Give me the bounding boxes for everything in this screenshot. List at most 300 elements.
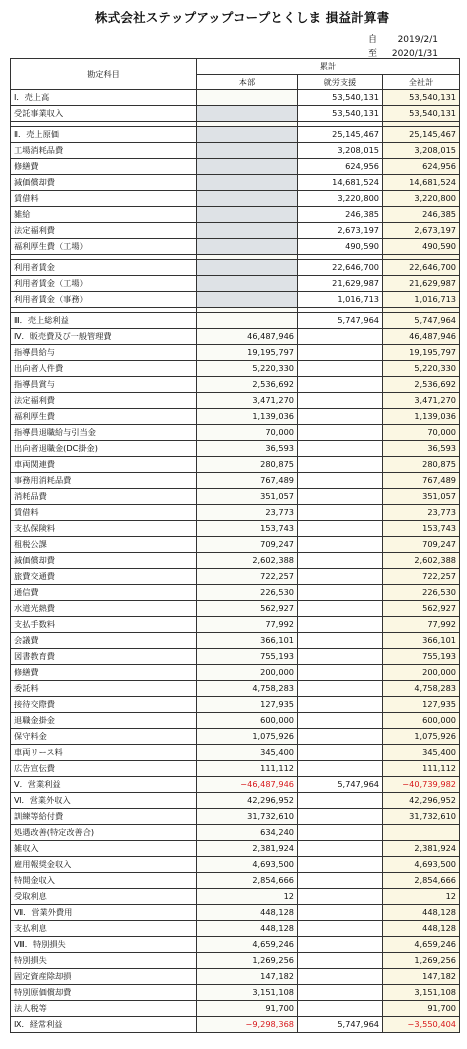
- total-value: 200,000: [383, 665, 460, 681]
- support-value: [298, 345, 383, 361]
- account-name: Ⅵ．営業外収入: [11, 793, 197, 809]
- support-value: [298, 889, 383, 905]
- account-name: 修繕費: [11, 159, 197, 175]
- table-row: [11, 345, 460, 361]
- support-value: [298, 505, 383, 521]
- account-name: 処遇改善(特定改善合): [11, 825, 197, 841]
- section-row: [11, 90, 460, 106]
- account-name: 法人税等: [11, 1001, 197, 1017]
- table-row: [11, 223, 460, 239]
- total-value: 19,195,797: [383, 345, 460, 361]
- table-row: [11, 521, 460, 537]
- total-value: 70,000: [383, 425, 460, 441]
- support-value: [298, 697, 383, 713]
- section-row: [11, 777, 460, 793]
- account-name: 工場消耗品費: [11, 143, 197, 159]
- total-value: 14,681,524: [383, 175, 460, 191]
- table-row: [11, 857, 460, 873]
- table-row: [11, 175, 460, 191]
- table-row: [11, 537, 460, 553]
- support-value: [298, 665, 383, 681]
- table-row: [11, 361, 460, 377]
- total-value: 5,220,330: [383, 361, 460, 377]
- table-row: [11, 601, 460, 617]
- account-name: 図書教育費: [11, 649, 197, 665]
- hq-value: [197, 90, 298, 106]
- support-value: 25,145,467: [298, 127, 383, 143]
- support-value: 1,016,713: [298, 292, 383, 308]
- account-name: Ⅱ．売上原価: [11, 127, 197, 143]
- total-value: 2,673,197: [383, 223, 460, 239]
- section-row: [11, 905, 460, 921]
- header-hq: 本部: [197, 74, 298, 90]
- account-name: 法定福利費: [11, 223, 197, 239]
- hq-value: [197, 159, 298, 175]
- support-value: [298, 985, 383, 1001]
- support-value: [298, 489, 383, 505]
- support-value: 3,208,015: [298, 143, 383, 159]
- hq-value: 562,927: [197, 601, 298, 617]
- hq-value: 4,758,283: [197, 681, 298, 697]
- support-value: 53,540,131: [298, 90, 383, 106]
- table-row: [11, 585, 460, 601]
- header-support: 就労支援: [298, 74, 383, 90]
- hq-value: 600,000: [197, 713, 298, 729]
- support-value: [298, 1001, 383, 1017]
- support-value: [298, 649, 383, 665]
- total-value: 25,145,467: [383, 127, 460, 143]
- hq-value: 4,693,500: [197, 857, 298, 873]
- support-value: [298, 361, 383, 377]
- table-row: [11, 207, 460, 223]
- hq-value: 12: [197, 889, 298, 905]
- account-name: 固定資産除却損: [11, 969, 197, 985]
- hq-value: 19,195,797: [197, 345, 298, 361]
- total-value: 1,075,926: [383, 729, 460, 745]
- support-value: 5,747,964: [298, 777, 383, 793]
- table-row: [11, 633, 460, 649]
- account-name: 賃借料: [11, 191, 197, 207]
- table-row: [11, 553, 460, 569]
- total-value: 2,536,692: [383, 377, 460, 393]
- hq-value: [197, 106, 298, 122]
- section-row: [11, 329, 460, 345]
- support-value: [298, 761, 383, 777]
- support-value: [298, 473, 383, 489]
- hq-value: 46,487,946: [197, 329, 298, 345]
- hq-value: 31,732,610: [197, 809, 298, 825]
- hq-value: 3,471,270: [197, 393, 298, 409]
- total-value: 1,269,256: [383, 953, 460, 969]
- total-value: 153,743: [383, 521, 460, 537]
- table-row: [11, 985, 460, 1001]
- support-value: 246,385: [298, 207, 383, 223]
- support-value: [298, 553, 383, 569]
- total-value: 4,659,246: [383, 937, 460, 953]
- support-value: [298, 617, 383, 633]
- table-row: [11, 260, 460, 276]
- support-value: [298, 969, 383, 985]
- hq-value: 2,854,666: [197, 873, 298, 889]
- table-row: [11, 239, 460, 255]
- account-name: 雇用報奨金収入: [11, 857, 197, 873]
- section-row: [11, 127, 460, 143]
- support-value: [298, 329, 383, 345]
- support-value: [298, 793, 383, 809]
- support-value: 21,629,987: [298, 276, 383, 292]
- total-value: 4,693,500: [383, 857, 460, 873]
- total-value: 111,112: [383, 761, 460, 777]
- table-row: [11, 377, 460, 393]
- hq-value: 2,602,388: [197, 553, 298, 569]
- hq-value: 722,257: [197, 569, 298, 585]
- table-row: [11, 569, 460, 585]
- hq-value: 709,247: [197, 537, 298, 553]
- account-name: 消耗品費: [11, 489, 197, 505]
- account-name: 旅費交通費: [11, 569, 197, 585]
- account-name: 出向者退職金(DC掛金): [11, 441, 197, 457]
- table-row: [11, 745, 460, 761]
- total-value: 366,101: [383, 633, 460, 649]
- total-value: 600,000: [383, 713, 460, 729]
- support-value: 490,590: [298, 239, 383, 255]
- total-value: 3,220,800: [383, 191, 460, 207]
- support-value: [298, 921, 383, 937]
- header-total: 全社計: [383, 74, 460, 90]
- table-row: [11, 649, 460, 665]
- total-value: 147,182: [383, 969, 460, 985]
- support-value: 624,956: [298, 159, 383, 175]
- hq-value: 127,935: [197, 697, 298, 713]
- table-row: [11, 489, 460, 505]
- total-value: [383, 825, 460, 841]
- account-name: 支払手数料: [11, 617, 197, 633]
- hq-value: [197, 143, 298, 159]
- total-value: 77,992: [383, 617, 460, 633]
- total-value: 490,590: [383, 239, 460, 255]
- support-value: [298, 521, 383, 537]
- period-to-date: 2020/1/31: [391, 49, 438, 59]
- total-value: 1,139,036: [383, 409, 460, 425]
- hq-value: 23,773: [197, 505, 298, 521]
- section-row: [11, 793, 460, 809]
- table-row: [11, 505, 460, 521]
- total-value: 3,208,015: [383, 143, 460, 159]
- account-name: Ⅷ．特別損失: [11, 937, 197, 953]
- hq-value: 3,151,108: [197, 985, 298, 1001]
- support-value: 14,681,524: [298, 175, 383, 191]
- period-from: [368, 32, 438, 45]
- total-value: 46,487,946: [383, 329, 460, 345]
- account-name: 福利厚生費: [11, 409, 197, 425]
- total-value: −3,550,404: [383, 1017, 460, 1033]
- hq-value: 1,269,256: [197, 953, 298, 969]
- hq-value: 5,220,330: [197, 361, 298, 377]
- table-row: [11, 729, 460, 745]
- total-value: 722,257: [383, 569, 460, 585]
- hq-value: 448,128: [197, 921, 298, 937]
- total-value: 42,296,952: [383, 793, 460, 809]
- section-row: [11, 313, 460, 329]
- support-value: [298, 873, 383, 889]
- total-value: −40,739,982: [383, 777, 460, 793]
- support-value: [298, 825, 383, 841]
- table-row: [11, 889, 460, 905]
- table-row: [11, 425, 460, 441]
- hq-value: 153,743: [197, 521, 298, 537]
- hq-value: [197, 223, 298, 239]
- table-row: [11, 713, 460, 729]
- account-name: 退職金掛金: [11, 713, 197, 729]
- table-row: [11, 441, 460, 457]
- hq-value: [197, 292, 298, 308]
- hq-value: 345,400: [197, 745, 298, 761]
- support-value: [298, 905, 383, 921]
- support-value: 53,540,131: [298, 106, 383, 122]
- account-name: Ⅰ．売上高: [11, 90, 197, 106]
- total-value: 23,773: [383, 505, 460, 521]
- hq-value: 755,193: [197, 649, 298, 665]
- account-name: 雑給: [11, 207, 197, 223]
- account-name: 利用者賃金: [11, 260, 197, 276]
- header-cumulative: 累計: [197, 59, 460, 75]
- account-name: 通信費: [11, 585, 197, 601]
- total-value: 53,540,131: [383, 106, 460, 122]
- support-value: [298, 441, 383, 457]
- account-name: 租税公課: [11, 537, 197, 553]
- table-row: [11, 841, 460, 857]
- account-name: 利用者賃金（工場）: [11, 276, 197, 292]
- account-name: 賃借料: [11, 505, 197, 521]
- hq-value: 42,296,952: [197, 793, 298, 809]
- table-row: [11, 143, 460, 159]
- account-name: 支払保険料: [11, 521, 197, 537]
- total-value: 2,381,924: [383, 841, 460, 857]
- support-value: [298, 713, 383, 729]
- table-row: [11, 809, 460, 825]
- account-name: 受取利息: [11, 889, 197, 905]
- hq-value: 1,139,036: [197, 409, 298, 425]
- account-name: 減価償却費: [11, 553, 197, 569]
- hq-value: 147,182: [197, 969, 298, 985]
- total-value: 2,854,666: [383, 873, 460, 889]
- total-value: 2,602,388: [383, 553, 460, 569]
- hq-value: [197, 127, 298, 143]
- account-name: 修繕費: [11, 665, 197, 681]
- table-row: [11, 409, 460, 425]
- account-name: Ⅴ．営業利益: [11, 777, 197, 793]
- account-name: 特開金収入: [11, 873, 197, 889]
- support-value: 2,673,197: [298, 223, 383, 239]
- account-name: 受託事業収入: [11, 106, 197, 122]
- total-value: 1,016,713: [383, 292, 460, 308]
- hq-value: 111,112: [197, 761, 298, 777]
- account-name: 車両関連費: [11, 457, 197, 473]
- hq-value: [197, 175, 298, 191]
- support-value: [298, 569, 383, 585]
- total-value: 22,646,700: [383, 260, 460, 276]
- total-value: 31,732,610: [383, 809, 460, 825]
- income-statement-table: [10, 58, 460, 1033]
- total-value: 562,927: [383, 601, 460, 617]
- support-value: [298, 601, 383, 617]
- table-row: [11, 697, 460, 713]
- table-row: [11, 457, 460, 473]
- total-value: 709,247: [383, 537, 460, 553]
- total-value: 226,530: [383, 585, 460, 601]
- hq-value: [197, 191, 298, 207]
- total-value: 767,489: [383, 473, 460, 489]
- account-name: 支払利息: [11, 921, 197, 937]
- total-value: 91,700: [383, 1001, 460, 1017]
- total-value: 53,540,131: [383, 90, 460, 106]
- total-value: 448,128: [383, 905, 460, 921]
- hq-value: 634,240: [197, 825, 298, 841]
- table-row: [11, 825, 460, 841]
- account-name: 指導員退職給与引当金: [11, 425, 197, 441]
- account-name: 特別原価償却費: [11, 985, 197, 1001]
- hq-value: 226,530: [197, 585, 298, 601]
- account-name: 保守料金: [11, 729, 197, 745]
- account-name: 接待交際費: [11, 697, 197, 713]
- hq-value: [197, 313, 298, 329]
- support-value: [298, 377, 383, 393]
- support-value: [298, 585, 383, 601]
- table-row: [11, 617, 460, 633]
- hq-value: 200,000: [197, 665, 298, 681]
- support-value: [298, 633, 383, 649]
- hq-value: 280,875: [197, 457, 298, 473]
- account-name: 福利厚生費（工場）: [11, 239, 197, 255]
- support-value: [298, 425, 383, 441]
- hq-value: [197, 276, 298, 292]
- table-row: [11, 276, 460, 292]
- hq-value: 77,992: [197, 617, 298, 633]
- table-row: [11, 393, 460, 409]
- account-name: 指導員賞与: [11, 377, 197, 393]
- account-name: 法定福利費: [11, 393, 197, 409]
- total-value: 3,151,108: [383, 985, 460, 1001]
- total-value: 246,385: [383, 207, 460, 223]
- table-row: [11, 969, 460, 985]
- account-name: 減価償却費: [11, 175, 197, 191]
- account-name: 広告宣伝費: [11, 761, 197, 777]
- hq-value: −9,298,368: [197, 1017, 298, 1033]
- support-value: [298, 841, 383, 857]
- support-value: [298, 681, 383, 697]
- table-row: [11, 191, 460, 207]
- table-row: [11, 873, 460, 889]
- hq-value: [197, 239, 298, 255]
- support-value: [298, 809, 383, 825]
- hq-value: 70,000: [197, 425, 298, 441]
- support-value: 5,747,964: [298, 1017, 383, 1033]
- account-name: 特別損失: [11, 953, 197, 969]
- account-name: Ⅸ．経常利益: [11, 1017, 197, 1033]
- hq-value: [197, 260, 298, 276]
- table-row: [11, 921, 460, 937]
- account-name: 指導員給与: [11, 345, 197, 361]
- period-from-label: 自: [368, 35, 378, 45]
- account-name: 訓練等給付費: [11, 809, 197, 825]
- table-row: [11, 953, 460, 969]
- hq-value: 4,659,246: [197, 937, 298, 953]
- support-value: [298, 537, 383, 553]
- total-value: 280,875: [383, 457, 460, 473]
- hq-value: 1,075,926: [197, 729, 298, 745]
- table-row: [11, 106, 460, 122]
- support-value: [298, 745, 383, 761]
- hq-value: 448,128: [197, 905, 298, 921]
- document-title: 株式会社ステップアップコープとくしま 損益計算書: [95, 10, 390, 25]
- section-row: [11, 937, 460, 953]
- total-value: 345,400: [383, 745, 460, 761]
- support-value: [298, 857, 383, 873]
- hq-value: −46,487,946: [197, 777, 298, 793]
- table-row: [11, 681, 460, 697]
- account-name: 利用者賃金（事務）: [11, 292, 197, 308]
- total-value: 12: [383, 889, 460, 905]
- hq-value: 351,057: [197, 489, 298, 505]
- hq-value: 91,700: [197, 1001, 298, 1017]
- support-value: [298, 729, 383, 745]
- hq-value: 767,489: [197, 473, 298, 489]
- support-value: 5,747,964: [298, 313, 383, 329]
- account-name: Ⅶ．営業外費用: [11, 905, 197, 921]
- hq-value: [197, 207, 298, 223]
- total-value: 21,629,987: [383, 276, 460, 292]
- table-row: [11, 292, 460, 308]
- table-row: [11, 1001, 460, 1017]
- support-value: [298, 457, 383, 473]
- support-value: [298, 953, 383, 969]
- hq-value: 366,101: [197, 633, 298, 649]
- period-from-date: 2019/2/1: [397, 35, 438, 45]
- total-value: 3,471,270: [383, 393, 460, 409]
- account-name: 事務用消耗品費: [11, 473, 197, 489]
- total-value: 4,758,283: [383, 681, 460, 697]
- account-name: 出向者人件費: [11, 361, 197, 377]
- support-value: [298, 937, 383, 953]
- account-name: Ⅳ．販売費及び一般管理費: [11, 329, 197, 345]
- total-value: 127,935: [383, 697, 460, 713]
- account-name: 会議費: [11, 633, 197, 649]
- account-name: 委託料: [11, 681, 197, 697]
- period-to-label: 至: [368, 49, 378, 59]
- support-value: 22,646,700: [298, 260, 383, 276]
- hq-value: 2,536,692: [197, 377, 298, 393]
- total-value: 5,747,964: [383, 313, 460, 329]
- account-name: 車両リース料: [11, 745, 197, 761]
- total-value: 36,593: [383, 441, 460, 457]
- support-value: 3,220,800: [298, 191, 383, 207]
- hq-value: 2,381,924: [197, 841, 298, 857]
- section-row: [11, 1017, 460, 1033]
- total-value: 448,128: [383, 921, 460, 937]
- hq-value: 36,593: [197, 441, 298, 457]
- total-value: 351,057: [383, 489, 460, 505]
- table-row: [11, 761, 460, 777]
- table-row: [11, 159, 460, 175]
- account-name: 雑収入: [11, 841, 197, 857]
- table-row: [11, 665, 460, 681]
- total-value: 755,193: [383, 649, 460, 665]
- account-name: 水道光熱費: [11, 601, 197, 617]
- account-name: Ⅲ．売上総利益: [11, 313, 197, 329]
- total-value: 624,956: [383, 159, 460, 175]
- header-account: 勘定科目: [11, 59, 197, 90]
- table-row: [11, 473, 460, 489]
